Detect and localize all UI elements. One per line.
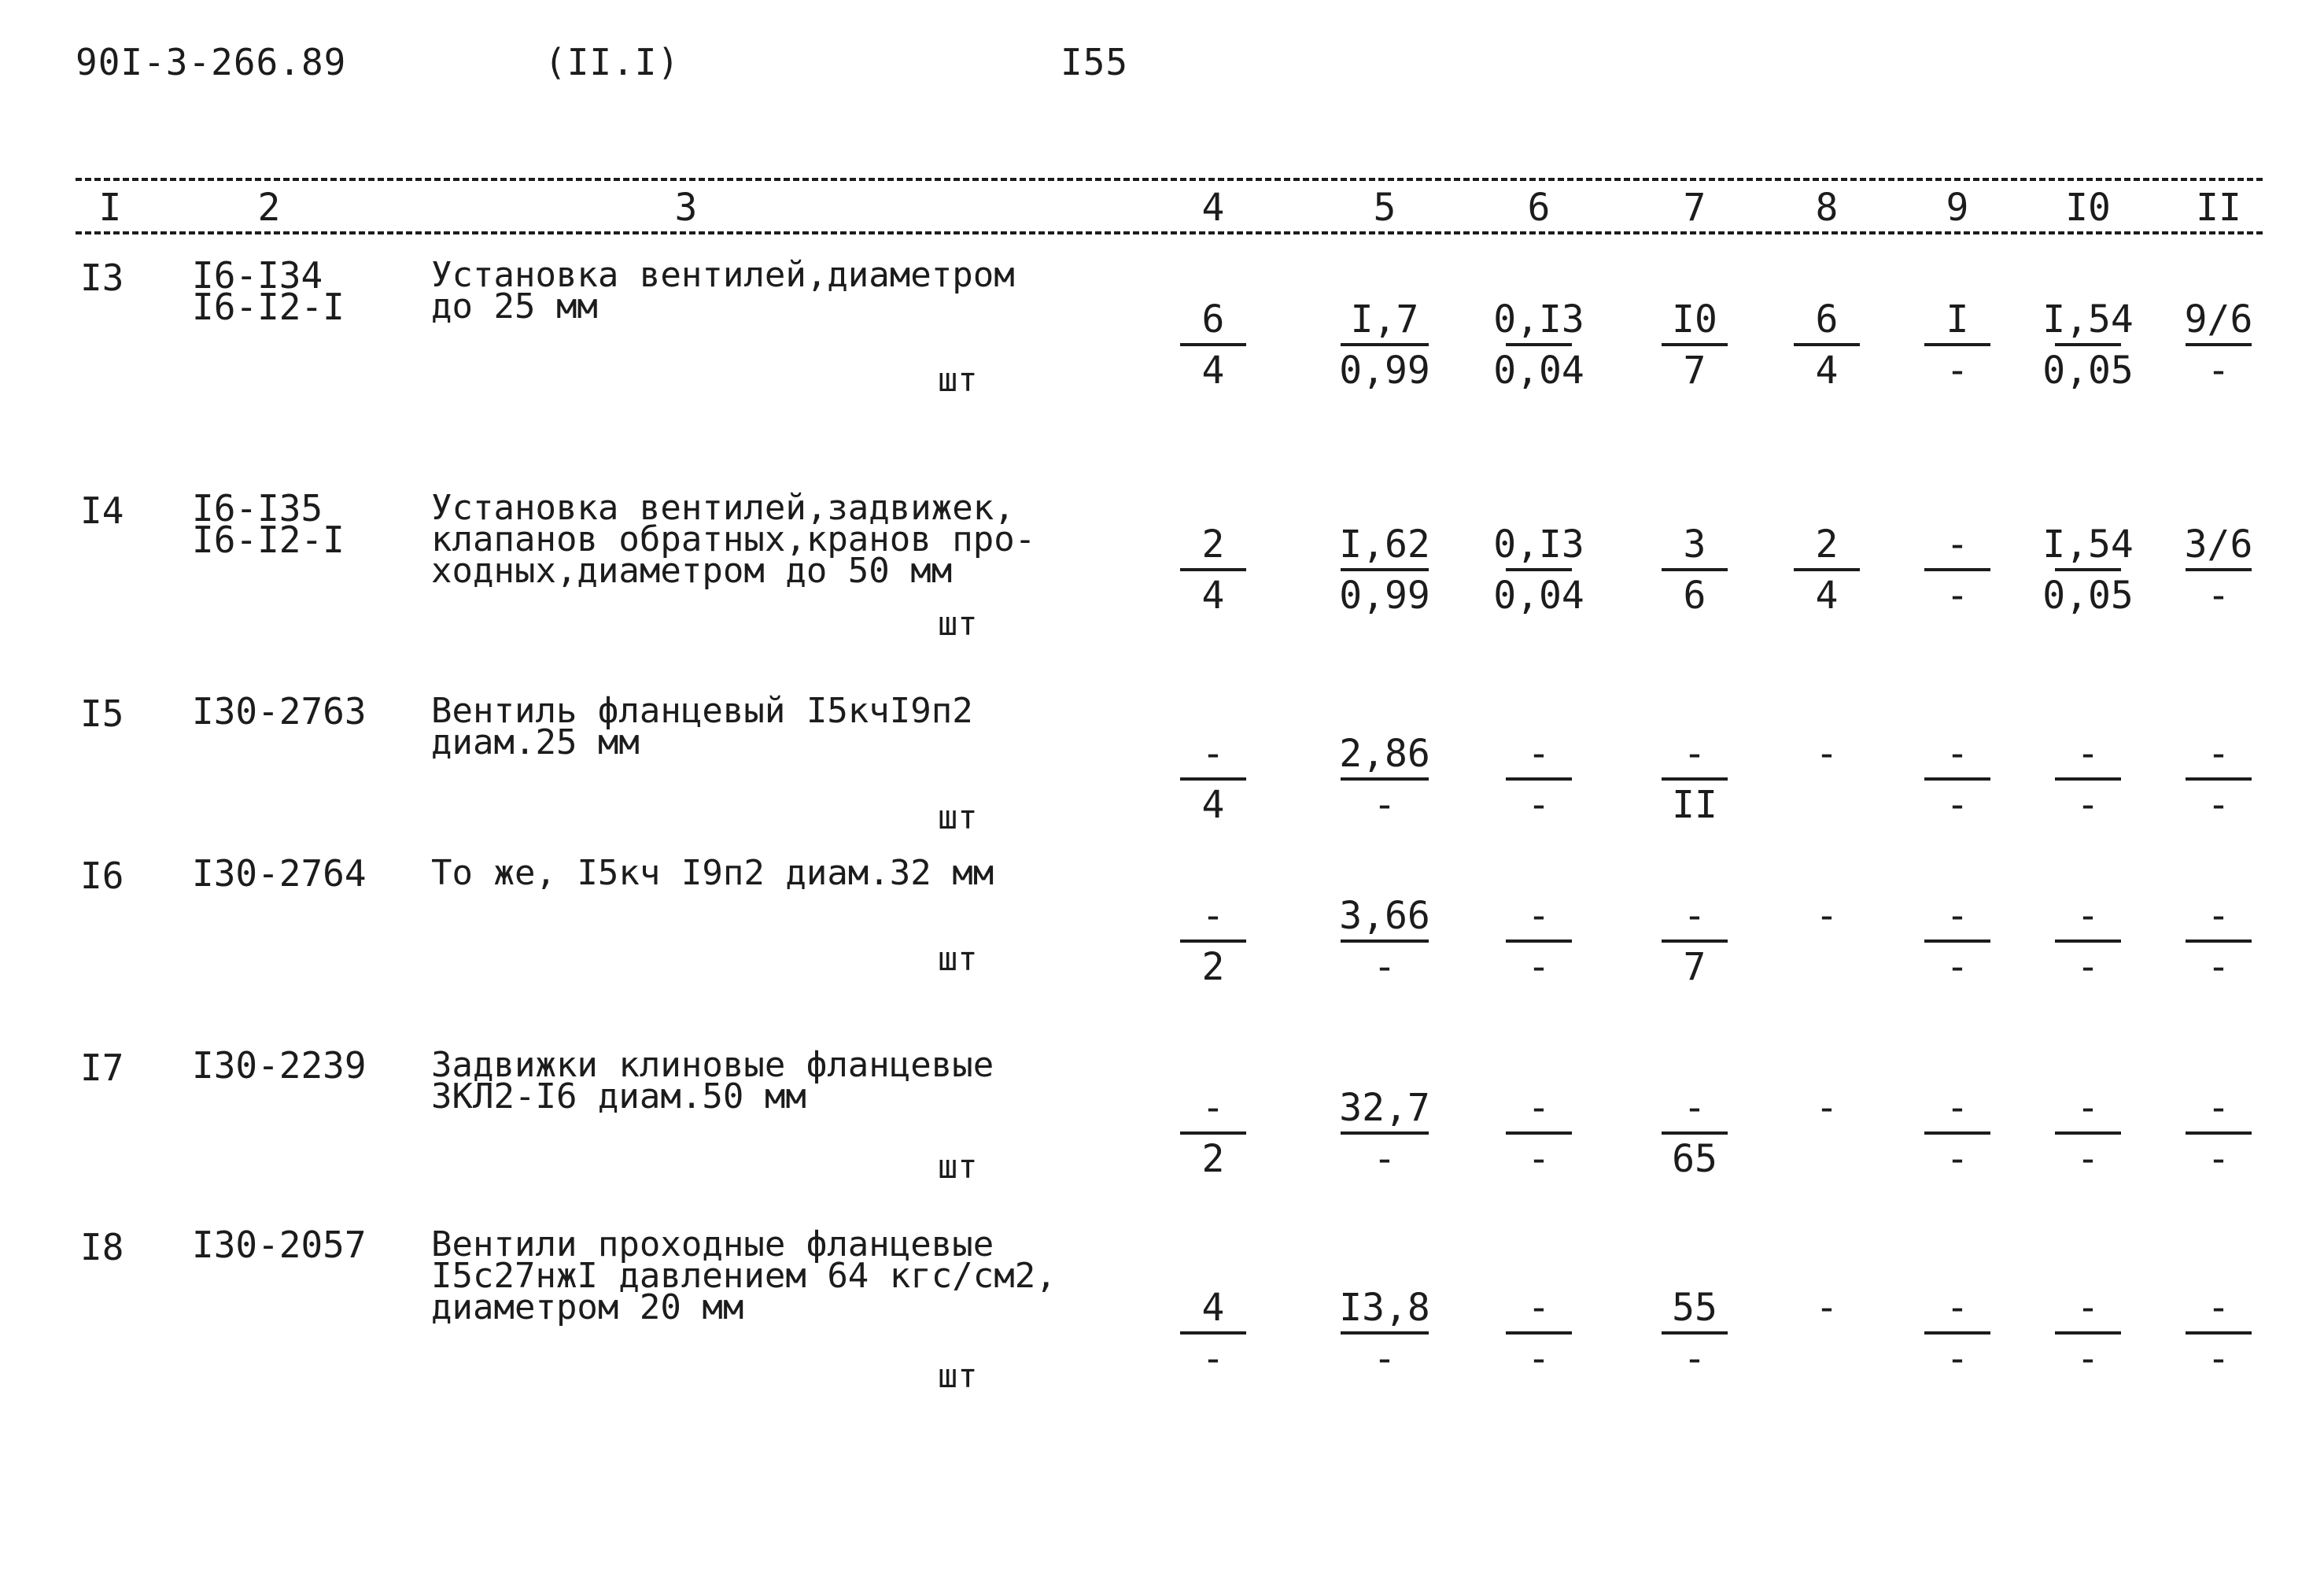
value-fraction-col8 [1756, 522, 1898, 617]
value-fraction-col5 [1314, 1086, 1455, 1180]
norm-code: I30-2764 [192, 852, 367, 895]
table-row [0, 1224, 2324, 1418]
fraction-numerator: 32,7 [1339, 1086, 1430, 1130]
fraction-denominator: 0,04 [1493, 349, 1584, 393]
fraction-denominator: - [1946, 349, 1969, 393]
fraction-numerator: 2 [1815, 522, 1839, 567]
fraction-denominator: 2 [1201, 945, 1225, 989]
value-fraction-col9 [1887, 522, 2028, 617]
row-number: I8 [80, 1226, 124, 1268]
norm-code: I6-I35 I6-I2-I [192, 487, 345, 561]
fraction-denominator: - [1373, 1337, 1396, 1381]
norm-code: I30-2763 [192, 690, 367, 733]
fraction-numerator: - [2207, 894, 2230, 938]
fraction-numerator: 55 [1672, 1286, 1717, 1330]
work-description: То же, I5кч I9п2 диам.32 мм [431, 853, 994, 893]
fraction-numerator: I3,8 [1339, 1286, 1430, 1330]
fraction-denominator: 0,04 [1493, 574, 1584, 618]
fraction-denominator: - [2076, 945, 2100, 989]
row-number: I5 [80, 692, 124, 735]
fraction-denominator: 2 [1201, 1137, 1225, 1181]
value-fraction-col7 [1624, 522, 1765, 617]
fraction-numerator: 6 [1815, 297, 1839, 341]
fraction-numerator: - [1815, 1086, 1839, 1130]
fraction-denominator: - [1527, 783, 1551, 827]
fraction-numerator: - [1527, 1286, 1551, 1330]
unit-of-measure: шт [938, 798, 978, 836]
value-fraction-col4 [1142, 894, 1284, 988]
value-fraction-col5 [1314, 1286, 1455, 1380]
value-fraction-col4 [1142, 1286, 1284, 1380]
work-description: Установка вентилей,задвижек, клапанов обратных,кранов про- ходных,диаметром до 50 мм [431, 488, 1036, 591]
value-fraction-col7 [1624, 894, 1765, 988]
fraction-denominator [1756, 1331, 1898, 1377]
fraction-denominator: 4 [1815, 349, 1839, 393]
value-fraction-col11 [2148, 894, 2289, 988]
fraction-denominator: - [1946, 1337, 1969, 1381]
fraction-denominator: - [1527, 945, 1551, 989]
fraction-denominator: - [1373, 1137, 1396, 1181]
value-fraction-col11 [2148, 297, 2289, 392]
column-number: 9 [1946, 186, 1969, 230]
work-description: Установка вентилей,диаметром до 25 мм [431, 255, 1015, 327]
value-fraction-col7 [1624, 732, 1765, 826]
row-number: I7 [80, 1047, 124, 1089]
fraction-numerator: - [2207, 732, 2230, 776]
fraction-numerator: - [1527, 894, 1551, 938]
fraction-denominator: - [1946, 783, 1969, 827]
column-number: I [98, 186, 122, 230]
fraction-denominator: - [1946, 945, 1969, 989]
fraction-denominator: 0,99 [1339, 349, 1430, 393]
value-fraction-col9 [1887, 732, 2028, 826]
fraction-numerator: 2 [1201, 522, 1225, 567]
norm-code: I6-I34 I6-I2-I [192, 254, 345, 328]
fraction-denominator: 65 [1672, 1137, 1717, 1181]
value-fraction-col6 [1468, 522, 1610, 617]
fraction-numerator: I,54 [2042, 522, 2134, 567]
fraction-numerator: 9/6 [2184, 297, 2253, 341]
fraction-numerator: I,54 [2042, 297, 2134, 341]
value-fraction-col11 [2148, 1086, 2289, 1180]
unit-of-measure: шт [938, 1147, 978, 1186]
fraction-denominator: - [2207, 349, 2230, 393]
value-fraction-col6 [1468, 297, 1610, 392]
value-fraction-col10 [2017, 1286, 2159, 1380]
fraction-numerator: - [2207, 1286, 2230, 1330]
value-fraction-col8 [1756, 894, 1898, 985]
unit-of-measure: шт [938, 1357, 978, 1395]
fraction-denominator: 4 [1201, 783, 1225, 827]
value-fraction-col8 [1756, 297, 1898, 392]
value-fraction-col6 [1468, 1086, 1610, 1180]
unit-of-measure: шт [938, 940, 978, 978]
fraction-numerator: - [1201, 894, 1225, 938]
value-fraction-col9 [1887, 1286, 2028, 1380]
value-fraction-col4 [1142, 1086, 1284, 1180]
value-fraction-col8 [1756, 1086, 1898, 1177]
fraction-denominator: 4 [1201, 349, 1225, 393]
fraction-numerator: I0 [1672, 297, 1717, 341]
fraction-numerator: - [1683, 1086, 1706, 1130]
fraction-denominator: - [1946, 574, 1969, 618]
fraction-numerator: - [2207, 1086, 2230, 1130]
fraction-numerator: 3 [1683, 522, 1706, 567]
value-fraction-col10 [2017, 732, 2159, 826]
column-number: 2 [257, 186, 281, 230]
value-fraction-col5 [1314, 297, 1455, 392]
fraction-denominator [1756, 777, 1898, 823]
value-fraction-col6 [1468, 894, 1610, 988]
column-number: 7 [1683, 186, 1706, 230]
value-fraction-col5 [1314, 732, 1455, 826]
fraction-denominator: 0,05 [2042, 574, 2134, 618]
fraction-numerator: - [1946, 732, 1969, 776]
value-fraction-col10 [2017, 522, 2159, 617]
fraction-denominator: 7 [1683, 349, 1706, 393]
unit-of-measure: шт [938, 360, 978, 399]
fraction-denominator: - [1373, 945, 1396, 989]
column-number: 6 [1527, 186, 1551, 230]
fraction-numerator: I [1946, 297, 1969, 341]
fraction-numerator: - [2076, 1086, 2100, 1130]
fraction-numerator: 3,66 [1339, 894, 1430, 938]
fraction-denominator: - [2207, 1337, 2230, 1381]
norm-code: I30-2239 [192, 1044, 367, 1087]
fraction-denominator: - [2076, 783, 2100, 827]
value-fraction-col8 [1756, 1286, 1898, 1377]
fraction-numerator: - [1946, 1086, 1969, 1130]
table-row [0, 1044, 2324, 1239]
fraction-numerator: 3/6 [2184, 522, 2253, 567]
fraction-denominator: 0,99 [1339, 574, 1430, 618]
fraction-numerator: - [1683, 732, 1706, 776]
fraction-denominator: - [1373, 783, 1396, 827]
fraction-numerator: I,7 [1350, 297, 1419, 341]
value-fraction-col4 [1142, 522, 1284, 617]
fraction-numerator: - [1946, 894, 1969, 938]
fraction-numerator: I,62 [1339, 522, 1430, 567]
fraction-numerator: 0,I3 [1493, 522, 1584, 567]
fraction-numerator: 0,I3 [1493, 297, 1584, 341]
document-code: 90I-3-266.89 [76, 41, 347, 83]
fraction-denominator: - [2207, 1137, 2230, 1181]
work-description: Вентили проходные фланцевые I5с27нжI давлением 64 кгс/см2, диаметром 20 мм [431, 1224, 1057, 1327]
fraction-numerator: - [1815, 1286, 1839, 1330]
unit-of-measure: шт [938, 604, 978, 643]
fraction-denominator: - [1946, 1137, 1969, 1181]
fraction-denominator: 6 [1683, 574, 1706, 618]
norm-code: I30-2057 [192, 1224, 367, 1266]
fraction-denominator [1756, 940, 1898, 985]
column-number: 8 [1815, 186, 1839, 230]
value-fraction-col9 [1887, 1086, 2028, 1180]
row-number: I6 [80, 855, 124, 897]
fraction-numerator: - [1201, 732, 1225, 776]
fraction-denominator: II [1672, 783, 1717, 827]
fraction-denominator: - [2207, 783, 2230, 827]
fraction-numerator: - [1527, 1086, 1551, 1130]
header-top-rule [76, 178, 2263, 181]
fraction-denominator: 4 [1815, 574, 1839, 618]
value-fraction-col10 [2017, 297, 2159, 392]
value-fraction-col4 [1142, 732, 1284, 826]
value-fraction-col6 [1468, 1286, 1610, 1380]
fraction-denominator: - [1527, 1137, 1551, 1181]
column-number: 5 [1373, 186, 1396, 230]
value-fraction-col10 [2017, 894, 2159, 988]
work-description: Задвижки клиновые фланцевые ЗКЛ2-I6 диам.50 мм [431, 1045, 994, 1117]
row-number: I3 [80, 257, 124, 299]
fraction-numerator: - [1946, 522, 1969, 567]
value-fraction-col8 [1756, 732, 1898, 823]
value-fraction-col7 [1624, 297, 1765, 392]
section-number: (II.I) [544, 41, 681, 83]
fraction-numerator: - [1201, 1086, 1225, 1130]
fraction-numerator: - [2076, 1286, 2100, 1330]
column-number: II [2196, 186, 2241, 230]
value-fraction-col5 [1314, 522, 1455, 617]
row-number: I4 [80, 489, 124, 532]
fraction-denominator: - [2207, 945, 2230, 989]
value-fraction-col5 [1314, 894, 1455, 988]
fraction-denominator: 4 [1201, 574, 1225, 618]
value-fraction-col9 [1887, 297, 2028, 392]
table-row [0, 852, 2324, 1047]
fraction-denominator: - [2076, 1337, 2100, 1381]
fraction-numerator: - [1815, 732, 1839, 776]
fraction-numerator: - [1815, 894, 1839, 938]
column-number: 3 [674, 186, 698, 230]
fraction-numerator: - [1527, 732, 1551, 776]
fraction-numerator: - [1946, 1286, 1969, 1330]
fraction-denominator: 7 [1683, 945, 1706, 989]
value-fraction-col7 [1624, 1286, 1765, 1380]
value-fraction-col6 [1468, 732, 1610, 826]
fraction-denominator: - [1201, 1337, 1225, 1381]
fraction-numerator: - [2076, 894, 2100, 938]
fraction-denominator: 0,05 [2042, 349, 2134, 393]
fraction-numerator: 2,86 [1339, 732, 1430, 776]
value-fraction-col11 [2148, 522, 2289, 617]
fraction-numerator: - [2076, 732, 2100, 776]
value-fraction-col11 [2148, 1286, 2289, 1380]
value-fraction-col4 [1142, 297, 1284, 392]
fraction-numerator: 6 [1201, 297, 1225, 341]
table-row [0, 254, 2324, 449]
table-row [0, 487, 2324, 681]
fraction-denominator: - [2076, 1137, 2100, 1181]
value-fraction-col9 [1887, 894, 2028, 988]
column-number: I0 [2065, 186, 2111, 230]
value-fraction-col7 [1624, 1086, 1765, 1180]
fraction-denominator [1756, 1131, 1898, 1177]
fraction-denominator: - [1527, 1337, 1551, 1381]
page-number: I55 [1061, 41, 1129, 83]
fraction-denominator: - [2207, 574, 2230, 618]
fraction-numerator: 4 [1201, 1286, 1225, 1330]
fraction-numerator: - [1683, 894, 1706, 938]
header-bottom-rule [76, 231, 2263, 234]
work-description: Вентиль фланцевый I5кчI9п2 диам.25 мм [431, 691, 973, 762]
value-fraction-col10 [2017, 1086, 2159, 1180]
value-fraction-col11 [2148, 732, 2289, 826]
column-number: 4 [1201, 186, 1225, 230]
fraction-denominator: - [1683, 1337, 1706, 1381]
